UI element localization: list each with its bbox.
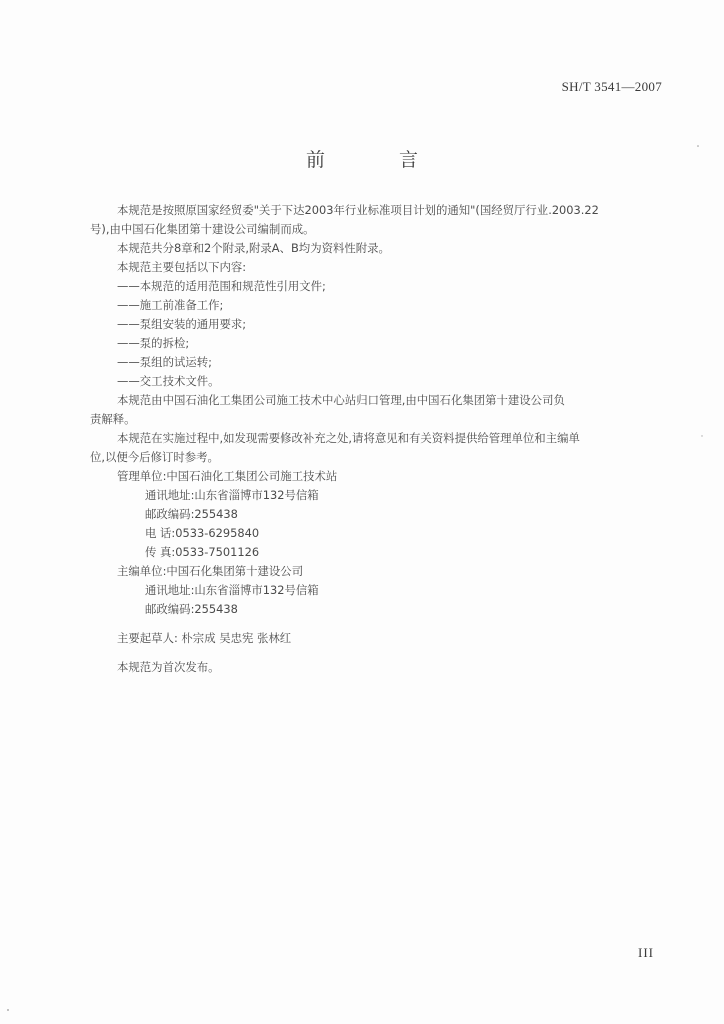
contents-item: ——施工前准备工作;	[117, 298, 224, 312]
management-unit: 管理单位:中国石油化工集团公司施工技术站	[117, 469, 338, 483]
paragraph-feedback-line2: 位,以便今后修订时参考。	[90, 450, 219, 464]
contents-item: ——本规范的适用范围和规范性引用文件;	[117, 279, 326, 293]
paragraph-structure: 本规范共分8章和2个附录,附录A、B均为资料性附录。	[117, 241, 390, 255]
contents-item: ——交工技术文件。	[117, 374, 220, 388]
contents-item: ——泵的拆检;	[117, 336, 190, 350]
contents-item: ——泵组安装的通用要求;	[117, 317, 247, 331]
paragraph-feedback-line1: 本规范在实施过程中,如发现需要修改补充之处,请将意见和有关资料提供给管理单位和主编单	[117, 431, 580, 445]
management-phone: 电 话:0533-6295840	[145, 526, 260, 540]
editor-postcode: 邮政编码:255438	[145, 602, 238, 616]
paragraph-management-line2: 责解释。	[90, 412, 136, 426]
page-number: III	[638, 945, 654, 960]
first-release-note: 本规范为首次发布。	[117, 660, 220, 674]
editor-address: 通讯地址:山东省淄博市132号信箱	[145, 583, 319, 597]
contents-item: ——泵组的试运转;	[117, 355, 212, 369]
editor-unit: 主编单位:中国石化集团第十建设公司	[117, 564, 304, 578]
standard-code: SH/T 3541—2007	[561, 79, 662, 94]
paragraph-origin-line1: 本规范是按照原国家经贸委"关于下达2003年行业标准项目计划的通知"(国经贸厅行业.2003.22	[117, 203, 599, 217]
management-postcode: 邮政编码:255438	[145, 507, 238, 521]
management-address: 通讯地址:山东省淄博市132号信箱	[145, 488, 319, 502]
main-drafters: 主要起草人: 朴宗成 吴忠宪 张林红	[117, 631, 292, 645]
page-title: 前 言	[305, 149, 453, 171]
paragraph-origin-line2: 号),由中国石化集团第十建设公司编制而成。	[90, 222, 315, 236]
management-fax: 传 真:0533-7501126	[145, 545, 260, 559]
paragraph-management-line1: 本规范由中国石油化工集团公司施工技术中心站归口管理,由中国石化集团第十建设公司负	[117, 393, 565, 407]
foreword-body	[90, 201, 675, 677]
paragraph-contents-intro: 本规范主要包括以下内容:	[117, 260, 247, 274]
